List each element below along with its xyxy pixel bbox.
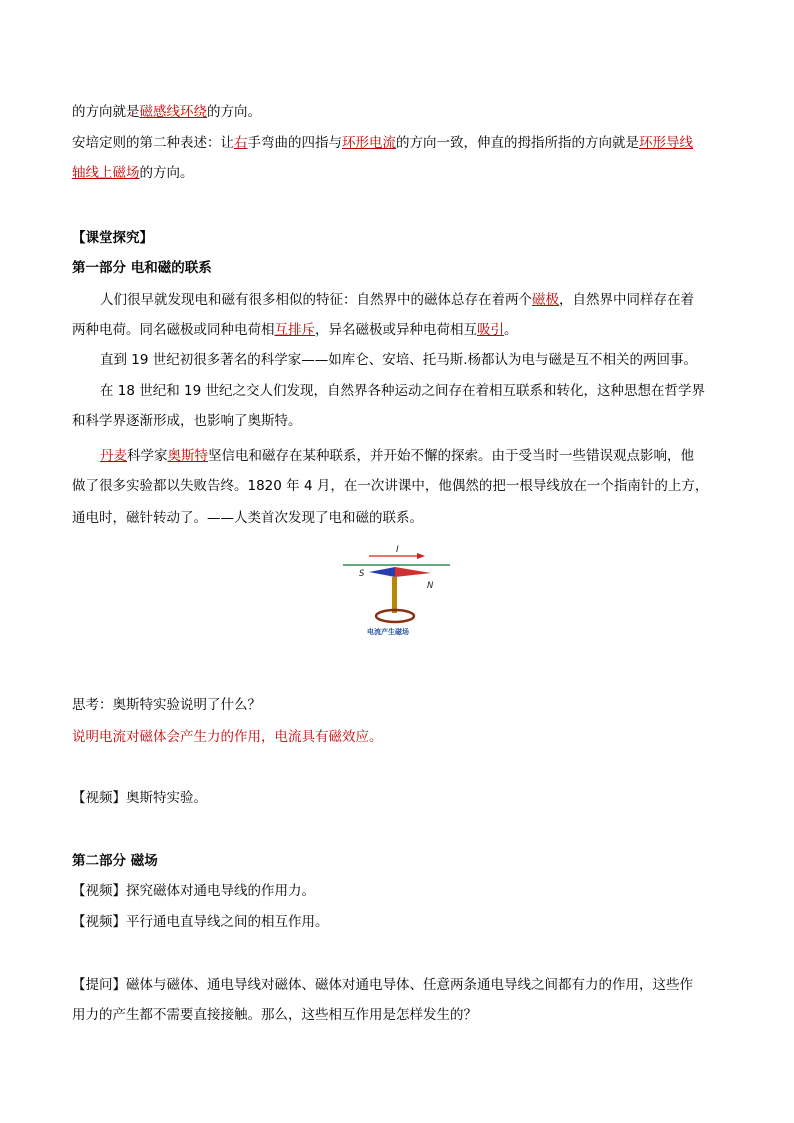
text: 科学家 — [127, 448, 168, 464]
highlight-text: 轴线上磁场 — [72, 165, 140, 181]
think-question: 思考：奥斯特实验说明了什么？ — [72, 697, 261, 713]
figure-caption: 电流产生磁场 — [367, 628, 409, 636]
text: 的方向一致，伸直的拇指所指的方向就是 — [396, 135, 639, 151]
video-note: 【视频】奥斯特实验。 — [72, 790, 207, 806]
compass-post — [392, 577, 397, 613]
text: 的方向。 — [207, 104, 261, 120]
text: ，自然界中同样存在着 — [559, 292, 694, 308]
needle-north-half — [395, 567, 431, 577]
highlight-text: 右 — [234, 135, 248, 151]
paragraph-line — [72, 163, 194, 183]
paragraph-line — [100, 290, 694, 310]
part1-title: 第一部分 电和磁的联系 — [72, 260, 212, 276]
south-label: S — [359, 569, 365, 579]
text: 手弯曲的四指与 — [247, 135, 342, 151]
paragraph-line: 在 18 世纪和 19 世纪之交人们发现，自然界各种运动之间存在着相互联系和转化，这种思想在哲学界 — [100, 383, 706, 399]
highlight-text: 磁感线环绕 — [139, 104, 207, 120]
section-heading: 【课堂探究】 — [72, 230, 153, 246]
highlight-text: 丹麦 — [100, 448, 127, 464]
highlight-text: 互排斥 — [274, 322, 315, 338]
text: ，异名磁极或异种电荷相互 — [315, 322, 477, 338]
oersted-experiment-figure — [335, 540, 455, 640]
current-arrow-head — [417, 553, 425, 559]
highlight-text: 吸引 — [477, 322, 504, 338]
part2-title: 第二部分 磁场 — [72, 853, 158, 869]
paragraph-line: 和科学界逐渐形成，也影响了奥斯特。 — [72, 413, 302, 429]
paragraph-line — [72, 102, 261, 122]
north-label: N — [427, 581, 434, 591]
paragraph-line: 通电时，磁针转动了。——人类首次发现了电和磁的联系。 — [72, 510, 423, 526]
compass-illustration — [335, 540, 455, 640]
text: 的方向就是 — [72, 104, 140, 120]
think-answer: 说明电流对磁体会产生力的作用，电流具有磁效应。 — [72, 729, 383, 745]
needle-south-half — [369, 567, 395, 577]
paragraph-line: 做了很多实验都以失败告终。1820 年 4 月，在一次讲课中，他偶然的把一根导线放在一个指南针的上方， — [72, 478, 709, 494]
paragraph-line — [72, 320, 518, 340]
paragraph-line: 直到 19 世纪初很多著名的科学家——如库仑、安培、托马斯.杨都认为电与磁是互不相关的两回事。 — [100, 352, 698, 368]
text: 。 — [504, 322, 518, 338]
video-note: 【视频】探究磁体对通电导线的作用力。 — [72, 883, 315, 899]
paragraph-line — [100, 446, 694, 466]
highlight-text: 磁极 — [532, 292, 559, 308]
text: 的方向。 — [139, 165, 194, 181]
video-note: 【视频】平行通电直导线之间的相互作用。 — [72, 914, 329, 930]
highlight-text: 奥斯特 — [167, 448, 208, 464]
text: 坚信电和磁存在某种联系，并开始不懈的探索。由于受当时一些错误观点影响，他 — [208, 448, 694, 464]
current-label: I — [396, 545, 399, 555]
paragraph-line — [72, 133, 693, 153]
question-line: 【提问】磁体与磁体、通电导线对磁体、磁体对通电导体、任意两条通电导线之间都有力的作用，这些作 — [72, 977, 693, 993]
highlight-text: 环形电流 — [342, 135, 396, 151]
question-line: 用力的产生都不需要直接接触。那么，这些相互作用是怎样发生的？ — [72, 1007, 477, 1023]
text: 两种电荷。同名磁极或同种电荷相 — [72, 322, 275, 338]
text: 安培定则的第二种表述：让 — [72, 135, 234, 151]
text: 人们很早就发现电和磁有很多相似的特征：自然界中的磁体总存在着两个 — [100, 292, 532, 308]
highlight-text: 环形导线 — [639, 135, 693, 151]
